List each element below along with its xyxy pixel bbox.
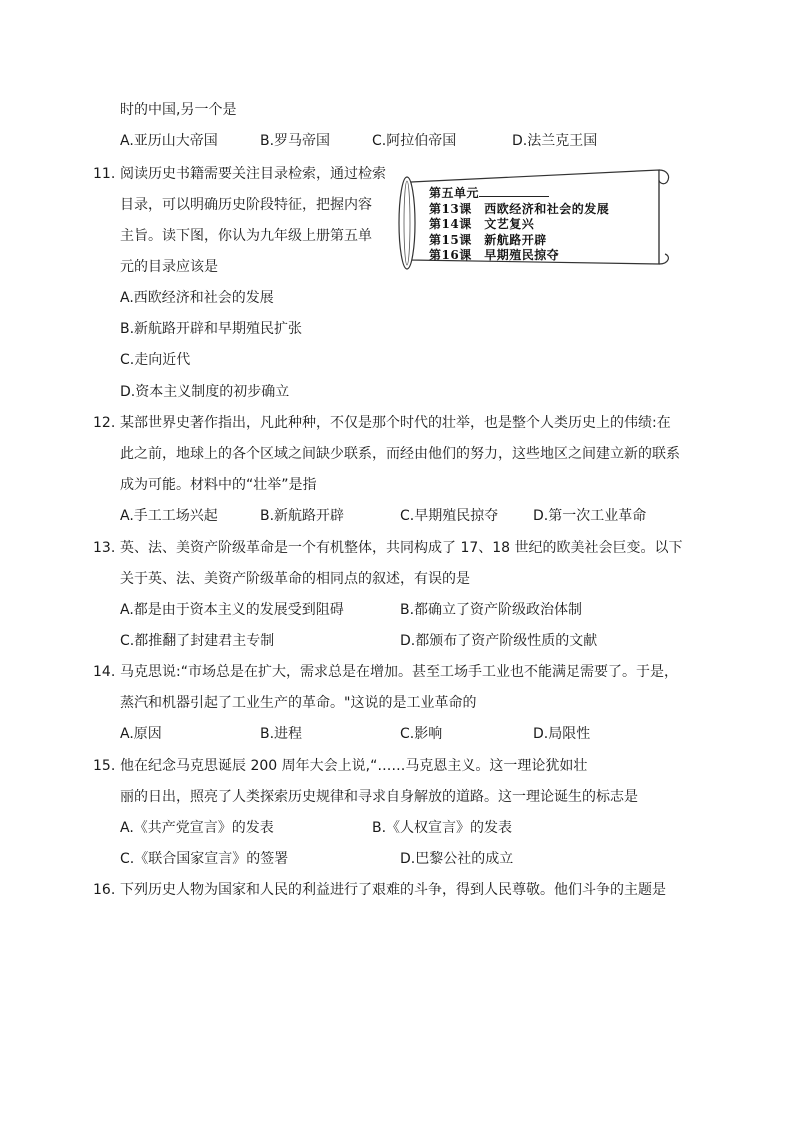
- q12-option-c: C.早期殖民掠夺: [400, 508, 499, 524]
- scroll-entry-2: 第14课 文艺复兴: [429, 217, 535, 231]
- q11-option-b: B.新航路开辟和早期殖民扩张: [120, 321, 303, 337]
- q11-option-a: A.西欧经济和社会的发展: [120, 290, 274, 306]
- q15-option-b: B.《人权宣言》的发表: [372, 820, 513, 836]
- scroll-title-blank: [479, 184, 549, 197]
- q11-line-1: 阅读历史书籍需要关注目录检索，通过检索: [120, 166, 386, 182]
- scroll-title: 第五单元: [429, 186, 480, 200]
- q12-line-1: 某部世界史著作指出，凡此种种，不仅是那个时代的壮举，也是整个人类历史上的伟绩:在: [120, 415, 671, 431]
- q14-option-a: A.原因: [120, 726, 162, 742]
- q15-option-d: D.巴黎公社的成立: [400, 851, 514, 867]
- q14-number: 14.: [93, 664, 116, 680]
- q10-option-d: D.法兰克王国: [512, 133, 598, 149]
- q13-option-c: C.都推翻了封建君主专制: [120, 633, 275, 649]
- q13-line-1: 英、法、美资产阶级革命是一个有机整体，共同构成了 17、18 世纪的欧美社会巨变。以下: [120, 540, 683, 556]
- q10-option-a: A.亚历山大帝国: [120, 133, 218, 149]
- q11-line-2: 目录，可以明确历史阶段特征，把握内容: [120, 197, 372, 213]
- scroll-entry-4: 第16课 早期殖民掠夺: [429, 248, 560, 262]
- q14-line-1: 马克思说:“市场总是在扩大，需求总是在增加。甚至工场手工业也不能满足需要了。于是，: [120, 664, 678, 680]
- q15-option-c: C.《联合国家宣言》的签署: [120, 851, 289, 867]
- q12-line-2: 此之前，地球上的各个区域之间缺少联系，而经由他们的努力，这些地区之间建立新的联系: [120, 446, 680, 462]
- q14-option-d: D.局限性: [533, 726, 591, 742]
- scroll-title-row: [429, 184, 609, 202]
- q11-option-d: D.资本主义制度的初步确立: [120, 384, 290, 400]
- q15-line-1: 他在纪念马克思诞辰 200 周年大会上说,“……马克恩主义。这一理论犹如壮: [120, 758, 588, 774]
- q10-continuation: 时的中国,另一个是: [120, 102, 237, 118]
- q14-option-c: C.影响: [400, 726, 443, 742]
- q13-number: 13.: [93, 540, 116, 556]
- q11-option-c: C.走向近代: [120, 352, 191, 368]
- q11-line-4: 元的目录应该是: [120, 259, 218, 275]
- q10-option-c: C.阿拉伯帝国: [372, 133, 457, 149]
- q13-option-b: B.都确立了资产阶级政治体制: [400, 602, 583, 618]
- q15-number: 15.: [93, 758, 116, 774]
- q14-line-2: 蒸汽和机器引起了工业生产的革命。"这说的是工业革命的: [120, 695, 477, 711]
- q11-line-3: 主旨。读下图，你认为九年级上册第五单: [120, 228, 372, 244]
- q11-scroll-figure: [397, 168, 672, 272]
- scroll-entry-1: 第13课 西欧经济和社会的发展: [429, 201, 610, 216]
- q12-line-3: 成为可能。材料中的“壮举”是指: [120, 477, 317, 493]
- q10-option-b: B.罗马帝国: [260, 133, 331, 149]
- q16-number: 16.: [93, 882, 116, 898]
- q12-number: 12.: [93, 415, 116, 431]
- q12-option-d: D.第一次工业革命: [533, 508, 647, 524]
- q11-number: 11.: [93, 166, 116, 182]
- scroll-entry-3: 第15课 新航路开辟: [429, 232, 547, 247]
- q15-option-a: A.《共产党宣言》的发表: [120, 820, 274, 836]
- q12-option-b: B.新航路开辟: [260, 508, 345, 524]
- q14-option-b: B.进程: [260, 726, 303, 742]
- q15-line-2: 丽的日出，照亮了人类探索历史规律和寻求自身解放的道路。这一理论诞生的标志是: [120, 789, 638, 805]
- q12-option-a: A.手工工场兴起: [120, 508, 218, 524]
- q13-option-d: D.都颁布了资产阶级性质的文献: [400, 633, 598, 649]
- q13-line-2: 关于英、法、美资产阶级革命的相同点的叙述，有误的是: [120, 571, 470, 587]
- q13-option-a: A.都是由于资本主义的发展受到阻碍: [120, 602, 344, 618]
- q16-line-1: 下列历史人物为国家和人民的利益进行了艰难的斗争，得到人民尊敬。他们斗争的主题是: [120, 882, 666, 898]
